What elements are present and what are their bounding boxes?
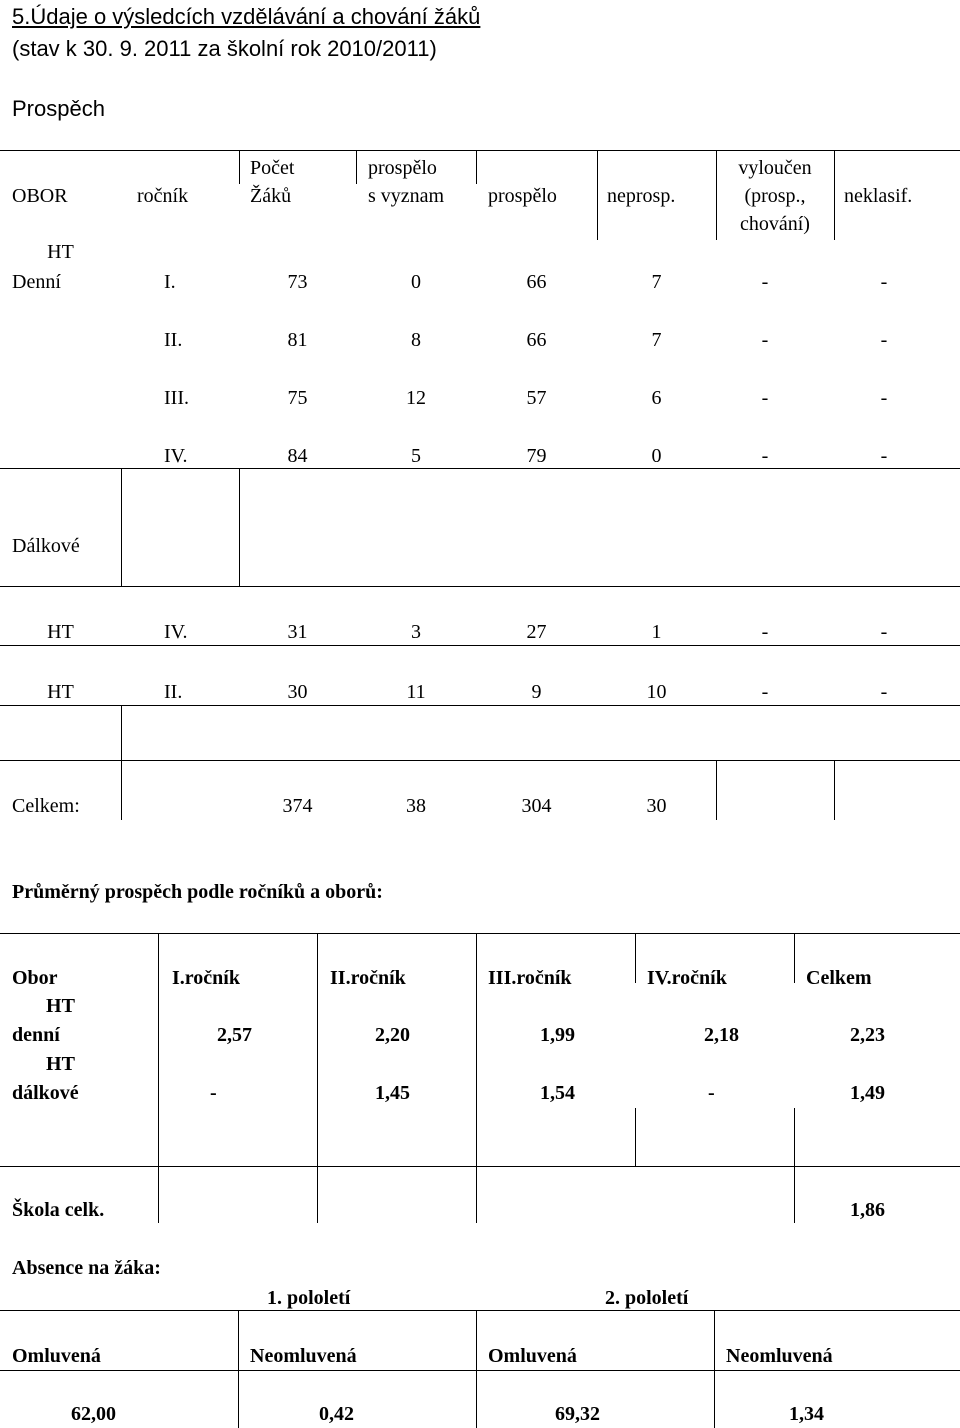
row-pocet: 31 (287, 621, 308, 643)
prumer-row-r4: 2,18 (704, 1024, 739, 1046)
row-neprosp: 0 (651, 445, 662, 467)
skola-celkem-label: Škola celk. (12, 1199, 105, 1221)
absence-header-omluvena: Omluvená (488, 1345, 577, 1367)
total-pocet: 374 (282, 795, 313, 817)
absence-value: 69,32 (555, 1403, 600, 1425)
row-vyloucen: - (761, 621, 769, 643)
header-vyloucen-chovani: chování) (740, 213, 810, 235)
row-vyloucen: - (761, 445, 769, 467)
total-s-vyznam: 38 (406, 795, 426, 817)
prumer-header-r1: I.ročník (172, 967, 240, 989)
row-rocnik: II. (164, 329, 183, 351)
absence-pololeti-2: 2. pololetí (605, 1287, 689, 1309)
prumer-row-obor-dalkove: dálkové (12, 1082, 79, 1104)
row-s-vyznam: 0 (411, 271, 421, 293)
absence-heading: Absence na žáka: (12, 1257, 161, 1279)
row-neklasif: - (880, 271, 888, 293)
row-neprosp: 7 (651, 329, 662, 351)
row-s-vyznam: 5 (411, 445, 421, 467)
row-prospelo: 66 (526, 329, 547, 351)
header-rocnik: ročník (137, 185, 189, 207)
row-prospelo: 9 (531, 681, 542, 703)
row-rocnik: IV. (164, 445, 188, 467)
row-neklasif: - (880, 387, 888, 409)
row-obor-dalkove: Dálkové (12, 535, 80, 557)
absence-header-neomluvena: Neomluvená (250, 1345, 357, 1367)
row-rocnik: I. (164, 271, 176, 293)
row-neklasif: - (880, 681, 888, 703)
row-rocnik: IV. (164, 621, 188, 643)
total-label: Celkem: (12, 795, 80, 817)
header-neprosp: neprosp. (607, 185, 676, 207)
absence-header-omluvena: Omluvená (12, 1345, 101, 1367)
prumer-header-celkem: Celkem (806, 967, 872, 989)
row-vyloucen: - (761, 329, 769, 351)
row-neklasif: - (880, 445, 888, 467)
row-neklasif: - (880, 621, 888, 643)
row-s-vyznam: 3 (411, 621, 421, 643)
absence-value: 62,00 (71, 1403, 116, 1425)
prumer-header-obor: Obor (12, 967, 58, 989)
row-pocet: 84 (287, 445, 308, 467)
absence-value: 0,42 (319, 1403, 354, 1425)
header-prospelo: prospělo (488, 185, 557, 207)
prumer-row-r2: 1,45 (375, 1082, 410, 1104)
row-vyloucen: - (761, 271, 769, 293)
row-s-vyznam: 12 (406, 387, 426, 409)
prumer-row-obor-ht: HT (46, 1053, 75, 1075)
row-obor-denni: Denní (12, 271, 61, 293)
prumer-heading: Průměrný prospěch podle ročníků a oborů: (12, 881, 383, 903)
row-pocet: 81 (287, 329, 308, 351)
header-obor: OBOR (12, 185, 68, 207)
row-vyloucen: - (761, 387, 769, 409)
prumer-row-r4: - (708, 1082, 715, 1104)
prumer-row-obor-denni: denní (12, 1024, 60, 1046)
row-neprosp: 6 (651, 387, 662, 409)
row-pocet: 30 (287, 681, 308, 703)
row-prospelo: 57 (526, 387, 547, 409)
row-prospelo: 27 (526, 621, 547, 643)
row-prospelo: 79 (526, 445, 547, 467)
row-rocnik: III. (164, 387, 189, 409)
page-subheading: (stav k 30. 9. 2011 za školní rok 2010/2011) (12, 36, 437, 61)
row-neprosp: 7 (651, 271, 662, 293)
row-neklasif: - (880, 329, 888, 351)
row-pocet: 73 (287, 271, 308, 293)
row-obor-ht: HT (47, 241, 74, 263)
header-vyloucen: vyloučen (738, 157, 812, 179)
prumer-row-r2: 2,20 (375, 1024, 410, 1046)
header-pocet: Počet (250, 157, 295, 179)
prospech-label: Prospěch (12, 96, 105, 121)
row-rocnik: II. (164, 681, 183, 703)
prumer-header-r2: II.ročník (330, 967, 406, 989)
prumer-header-r4: IV.ročník (647, 967, 727, 989)
page-heading: 5.Údaje o výsledcích vzdělávání a chování žáků (12, 4, 481, 29)
prumer-row-celkem: 1,49 (850, 1082, 885, 1104)
prumer-row-r1: 2,57 (217, 1024, 252, 1046)
row-neprosp: 10 (646, 681, 667, 703)
row-s-vyznam: 11 (406, 681, 426, 703)
absence-pololeti-1: 1. pololetí (267, 1287, 351, 1309)
row-pocet: 75 (287, 387, 308, 409)
row-obor: HT (47, 621, 74, 643)
header-pocet-zaku: Žáků (250, 185, 292, 207)
header-neklasif: neklasif. (844, 185, 913, 207)
total-prospelo: 304 (521, 795, 552, 817)
row-prospelo: 66 (526, 271, 547, 293)
row-neprosp: 1 (651, 621, 662, 643)
header-vyloucen-prosp: (prosp., (744, 185, 806, 207)
row-vyloucen: - (761, 681, 769, 703)
absence-value: 1,34 (789, 1403, 824, 1425)
prumer-row-obor-ht: HT (46, 995, 75, 1017)
row-obor: HT (47, 681, 74, 703)
row-s-vyznam: 8 (411, 329, 421, 351)
total-neprosp: 30 (646, 795, 667, 817)
absence-header-neomluvena: Neomluvená (726, 1345, 833, 1367)
prumer-row-celkem: 2,23 (850, 1024, 885, 1046)
header-s-vyznam: s vyznam (368, 185, 445, 207)
prumer-row-r3: 1,99 (540, 1024, 575, 1046)
prumer-row-r3: 1,54 (540, 1082, 575, 1104)
header-prospelo-s-vyznam: prospělo (368, 157, 437, 179)
prumer-header-r3: III.ročník (488, 967, 572, 989)
skola-celkem-value: 1,86 (850, 1199, 885, 1221)
prumer-row-r1: - (210, 1082, 217, 1104)
